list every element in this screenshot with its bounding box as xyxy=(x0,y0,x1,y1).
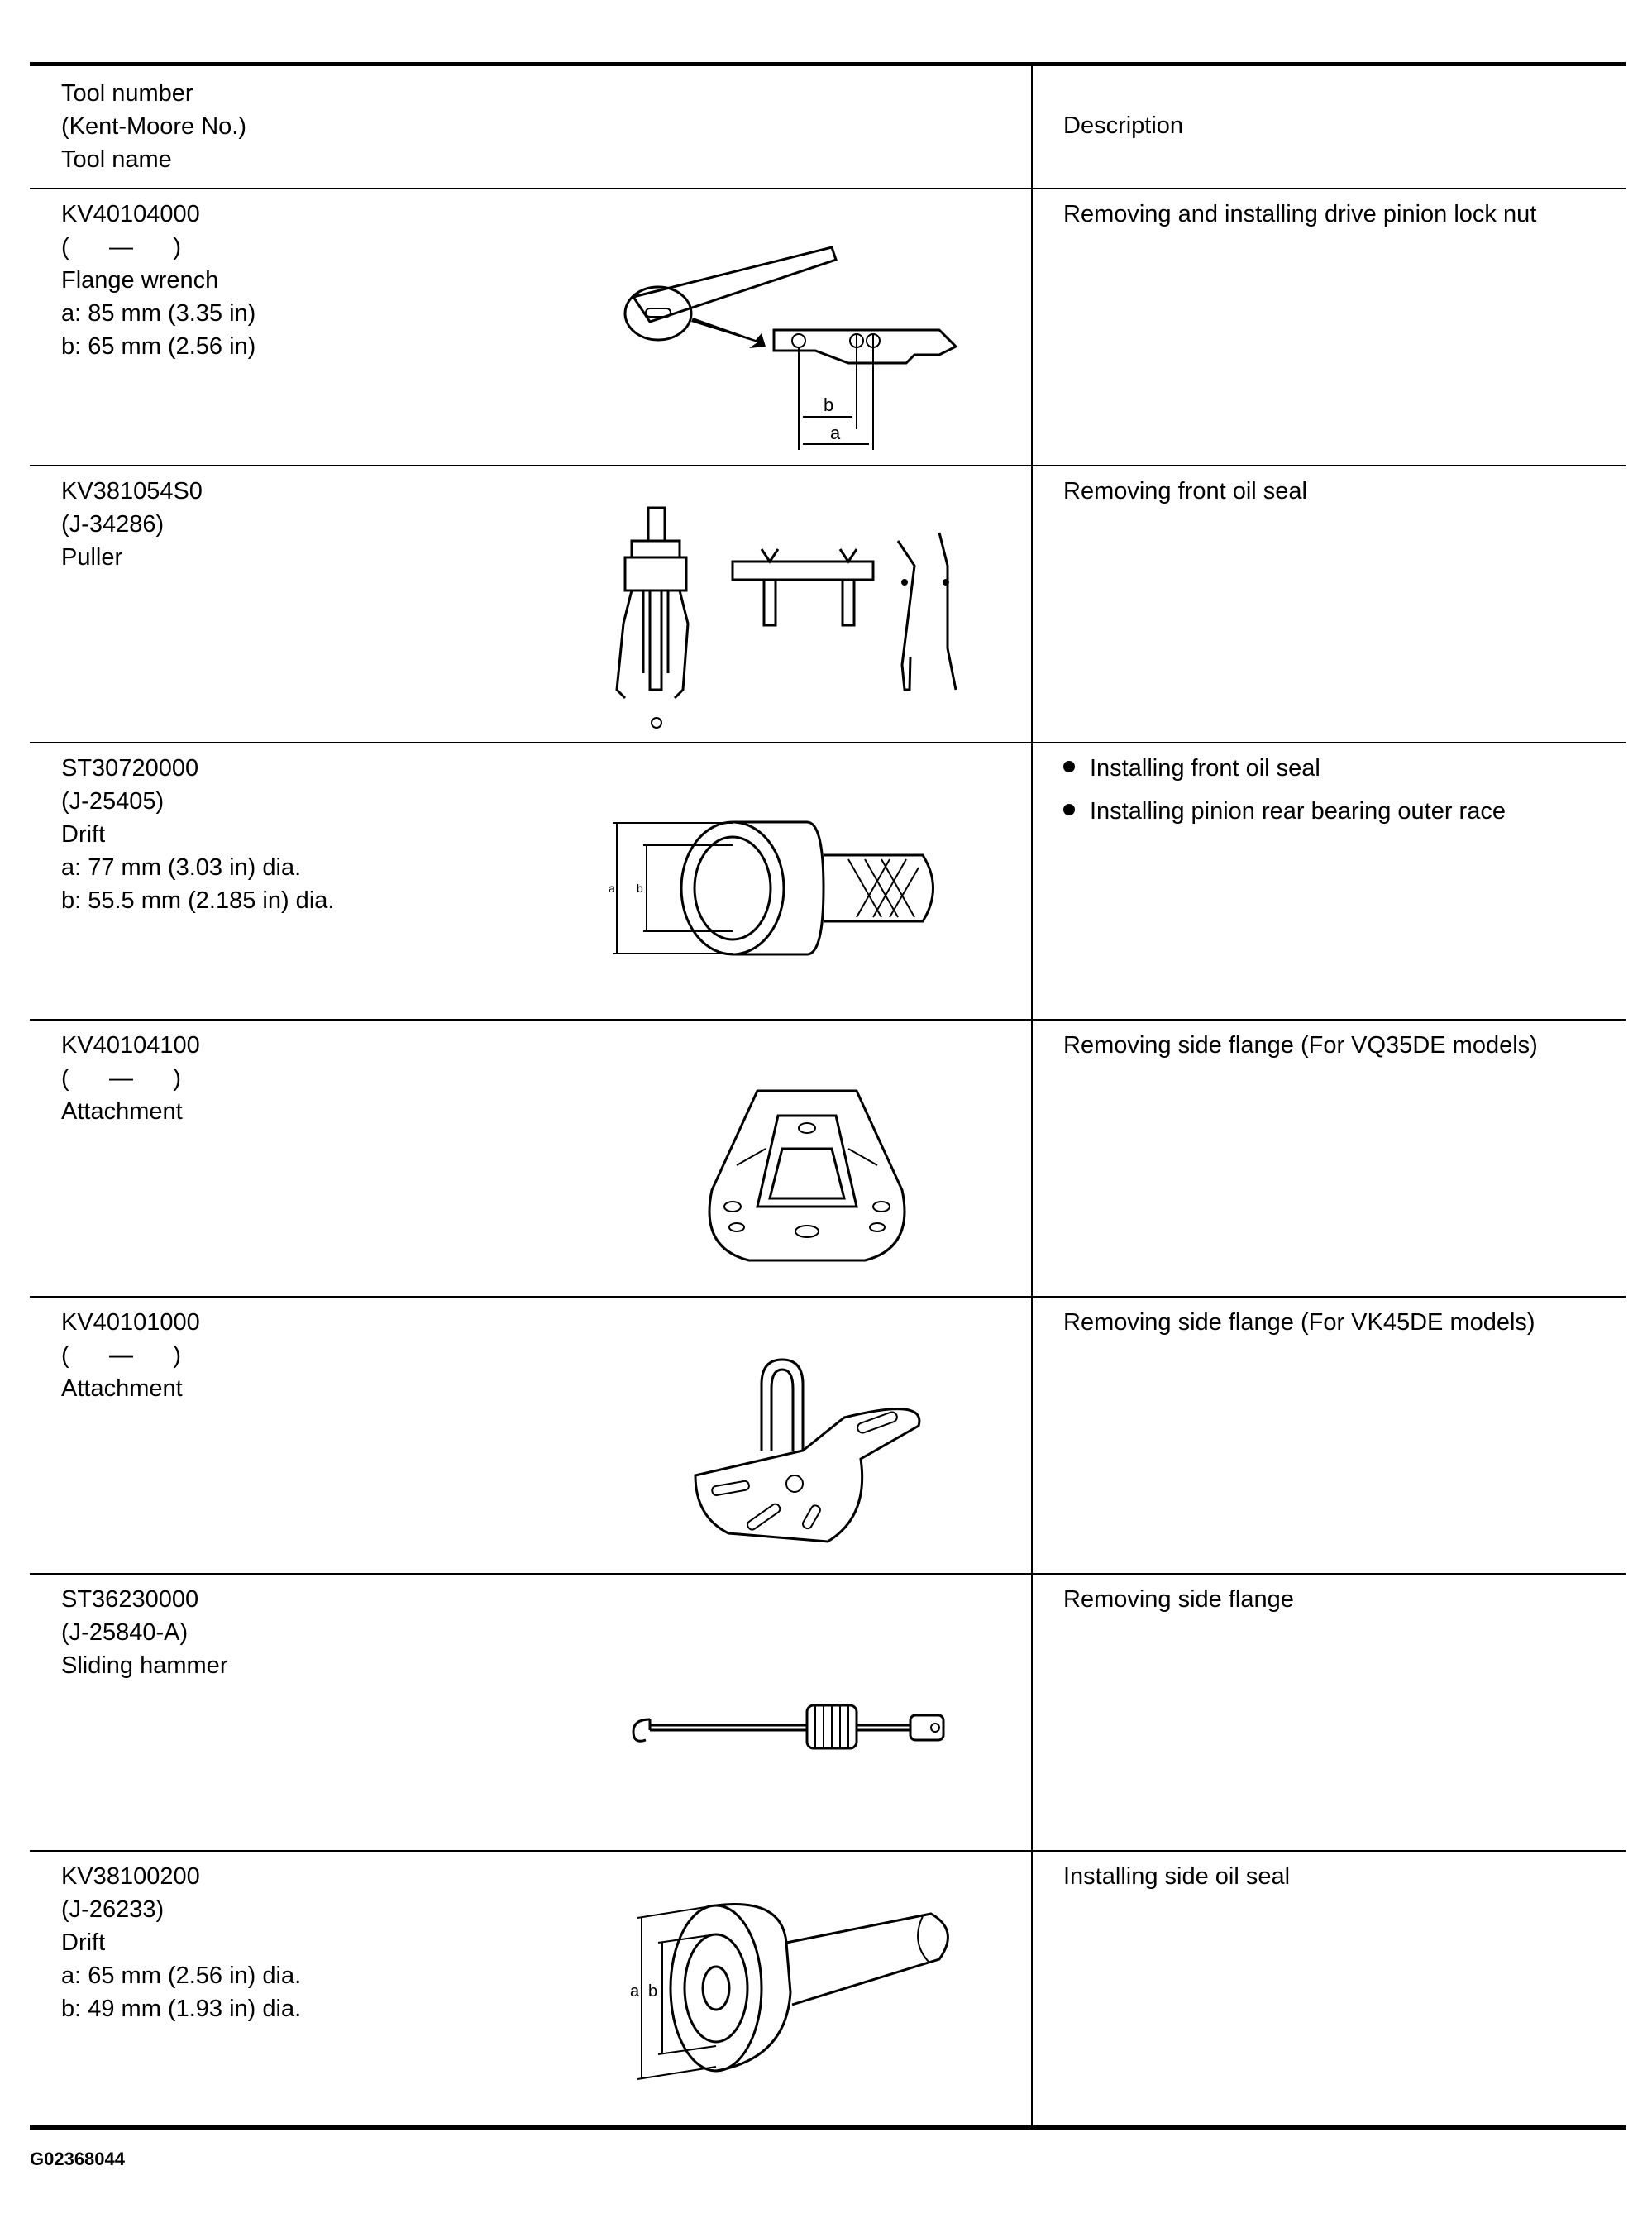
dimension-b-label: b xyxy=(824,394,834,415)
tool-info: ST36230000 (J-25840-A) Sliding hammer xyxy=(61,1586,228,1679)
tool-info: KV40104100 ( — ) Attachment xyxy=(61,1032,200,1125)
figure-code: G02368044 xyxy=(30,2149,125,2169)
attachment-vq35de-figure xyxy=(699,1083,914,1281)
tool-description: Removing side flange (For VQ35DE models) xyxy=(1063,1032,1538,1059)
table-top-rule xyxy=(30,62,1626,66)
tool-description: Removing and installing drive pinion lock nut xyxy=(1063,201,1537,227)
dimension-a-label: a xyxy=(609,882,615,895)
table-row xyxy=(30,466,1626,743)
table-row xyxy=(30,1021,1626,1298)
special-service-tools-table xyxy=(30,62,1626,2130)
tool-description: Installing side oil seal xyxy=(1063,1863,1291,1890)
table-row xyxy=(30,743,1626,1021)
header-description-column: Description xyxy=(1063,112,1184,139)
table-row xyxy=(30,1575,1626,1852)
dimension-b-label: b xyxy=(637,882,643,895)
bullet-icon xyxy=(1063,804,1075,815)
table-row xyxy=(30,1852,1626,2129)
dimension-a-label: a xyxy=(830,423,841,443)
table-row xyxy=(30,189,1626,466)
flange-wrench-figure xyxy=(600,239,972,454)
tool-info: KV38100200 (J-26233) Drift a: 65 mm (2.56 in) dia. b: 49 mm (1.93 in) dia. xyxy=(61,1863,302,2022)
puller-figure xyxy=(592,500,989,739)
tool-description: Removing front oil seal xyxy=(1063,478,1307,504)
drift-figure xyxy=(609,818,989,983)
tool-info: ST30720000 (J-25405) Drift a: 77 mm (3.03 in) dia. b: 55.5 mm (2.185 in) dia. xyxy=(61,755,335,914)
side-seal-drift-figure xyxy=(600,1893,981,2108)
attachment-vk45de-figure xyxy=(679,1351,935,1558)
tool-info: KV40101000 ( — ) Attachment xyxy=(61,1309,200,1402)
dimension-a-label: a xyxy=(630,1982,640,2001)
table-bottom-rule xyxy=(30,2125,1626,2130)
tool-info: KV381054S0 (J-34286) Puller xyxy=(61,478,203,571)
tool-info: KV40104000 ( — ) Flange wrench a: 85 mm (3.35 in) b: 65 mm (2.56 in) xyxy=(61,201,256,360)
header-tool-column: Tool number (Kent-Moore No.) Tool name xyxy=(61,80,247,173)
tool-description: Removing side flange (For VK45DE models) xyxy=(1063,1309,1535,1336)
tool-description: Removing side flange xyxy=(1063,1586,1294,1613)
bullet-icon xyxy=(1063,761,1075,772)
tool-description: Installing front oil seal Installing pinion rear bearing outer race xyxy=(1063,752,1617,838)
sliding-hammer-figure xyxy=(625,1682,956,1773)
table-row xyxy=(30,1298,1626,1575)
dimension-b-label: b xyxy=(648,1982,658,2001)
